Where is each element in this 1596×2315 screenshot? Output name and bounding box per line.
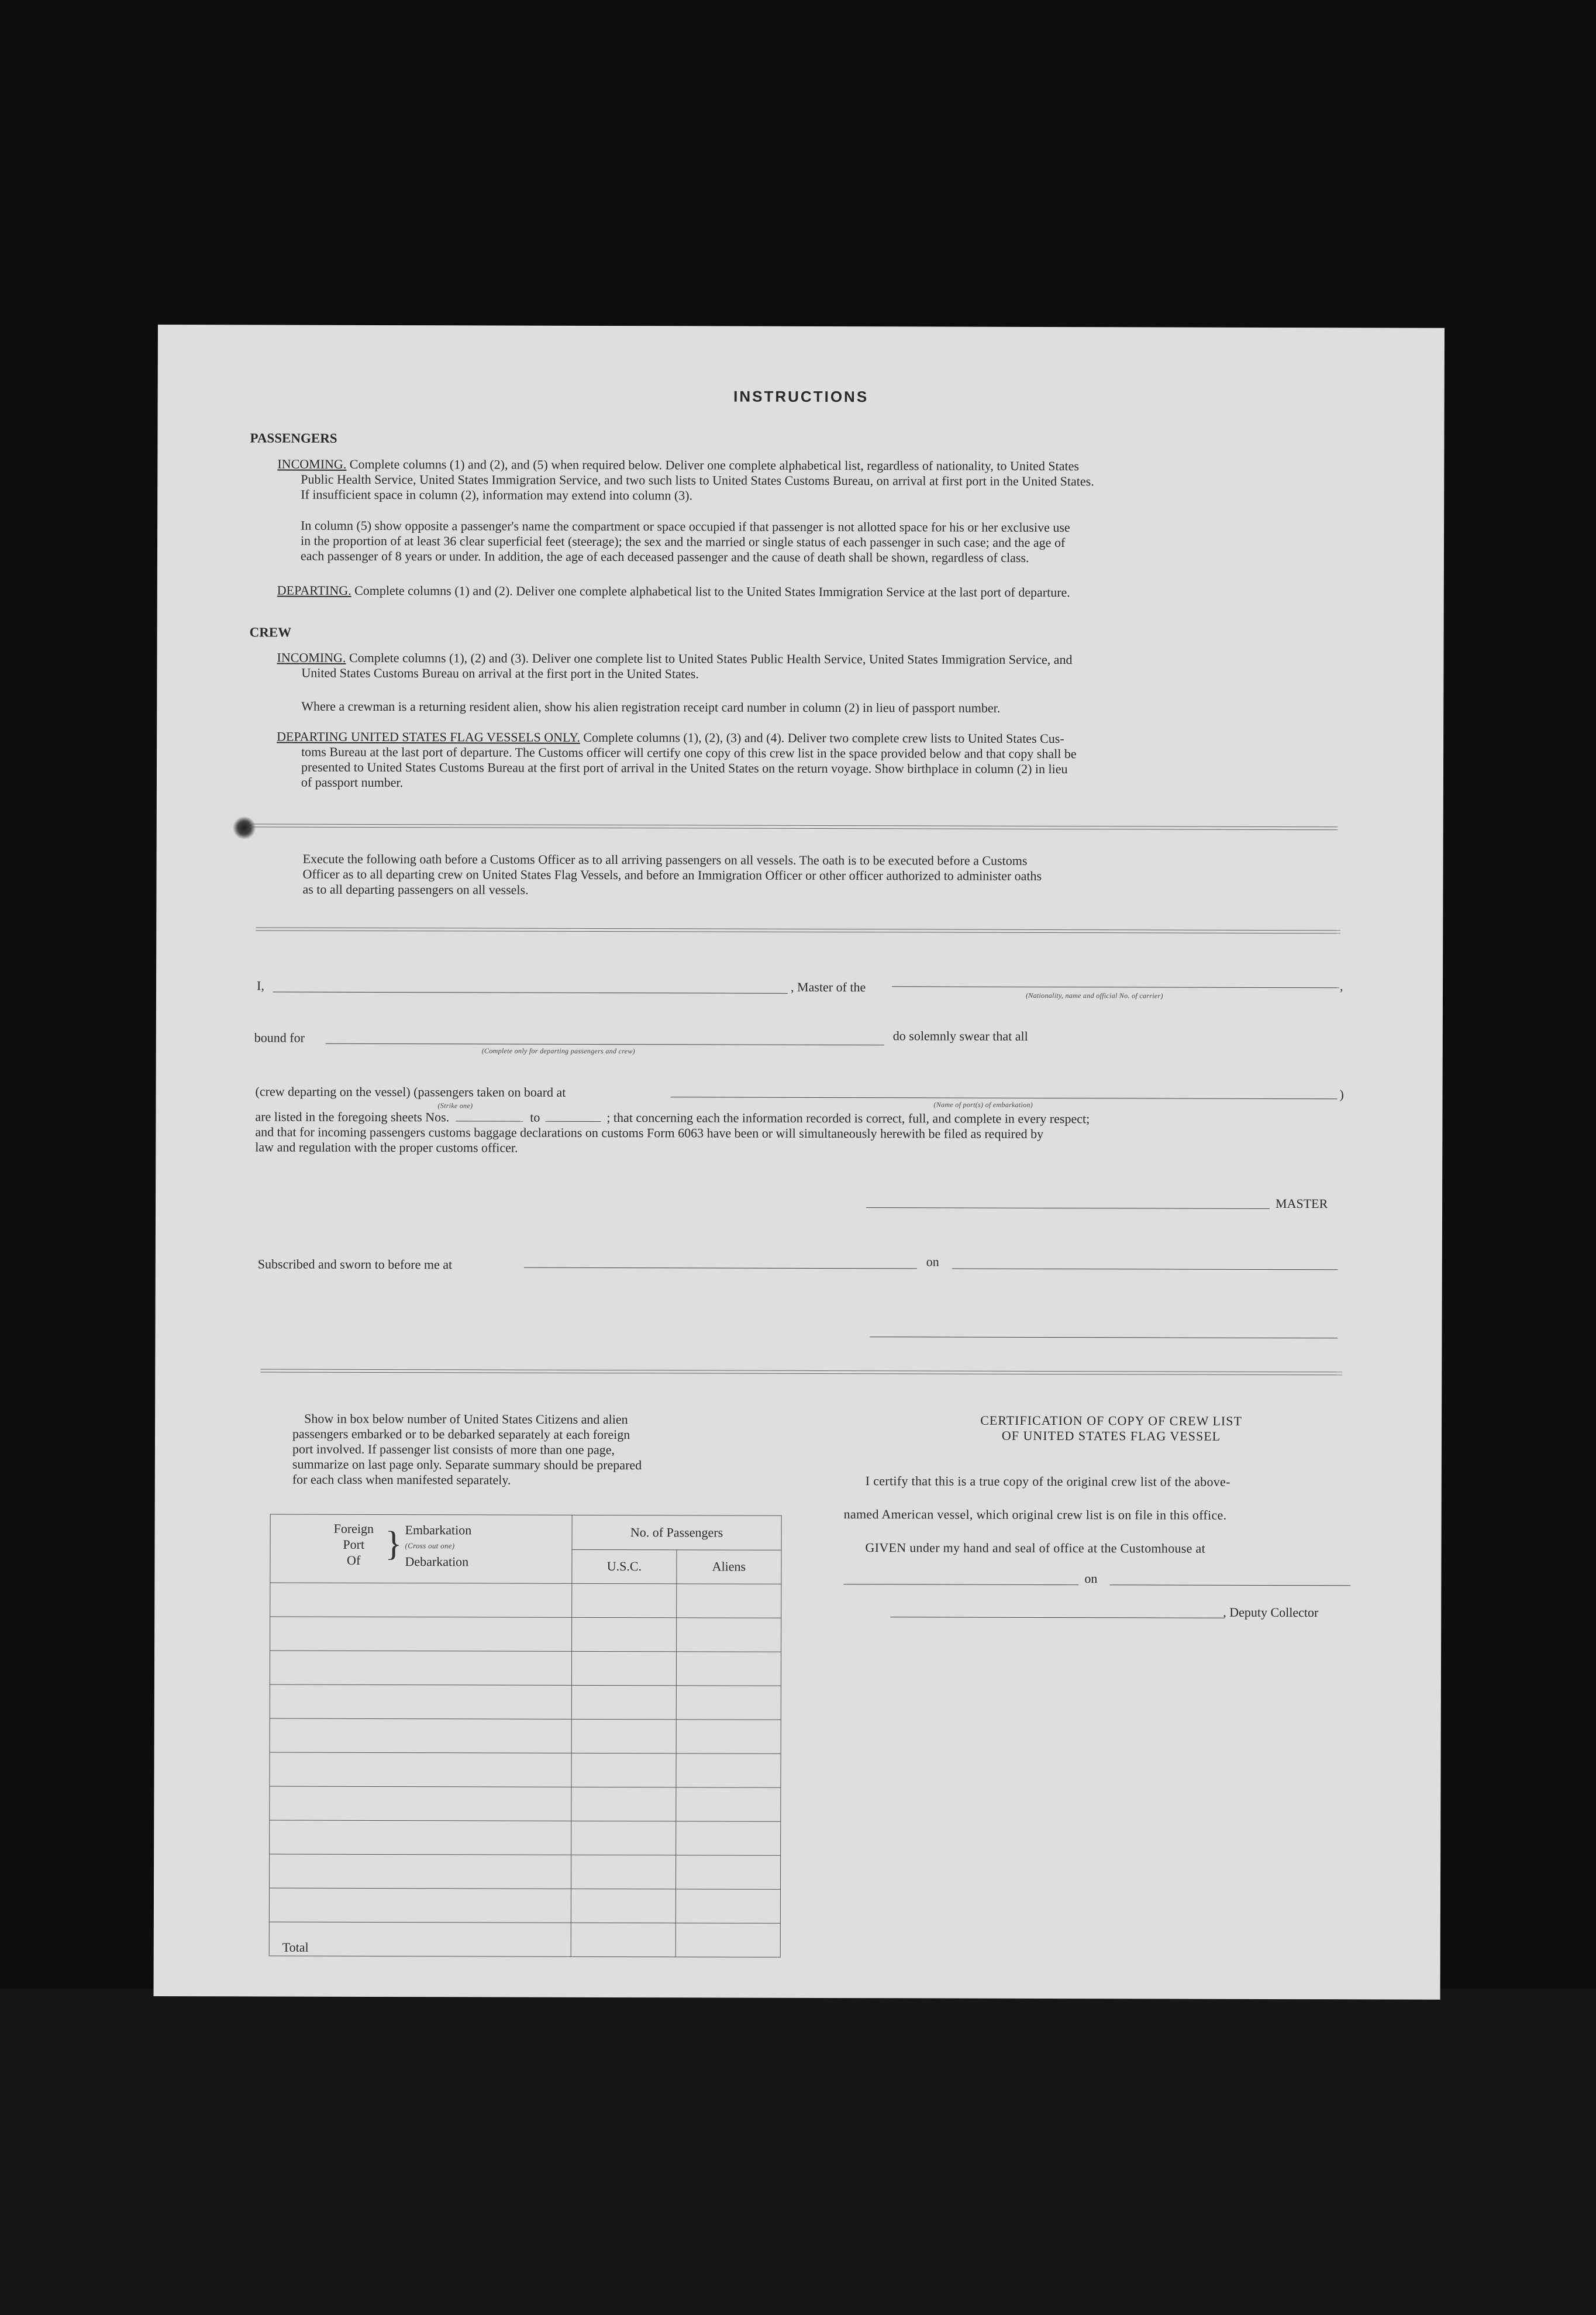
total-row	[269, 1922, 780, 1957]
usc-cell[interactable]	[571, 1855, 675, 1889]
table-row	[270, 1651, 781, 1686]
usc-cell[interactable]	[571, 1787, 676, 1821]
column5-line-2: in the proportion of at least 36 clear superficial feet (steerage); the sex and the married or single status of each passenger in such case; and the age of	[301, 533, 1066, 550]
customhouse-field[interactable]	[843, 1584, 1078, 1585]
aliens-cell[interactable]	[676, 1787, 781, 1821]
oath-instructions	[302, 852, 1042, 899]
aliens-cell[interactable]	[677, 1618, 781, 1652]
aliens-cell[interactable]	[677, 1584, 781, 1618]
port-cell[interactable]	[270, 1718, 571, 1753]
port-cell[interactable]	[270, 1854, 571, 1889]
crew-incoming-line-1: Complete columns (1), (2) and (3). Deliver one complete list to United States Public Health Service, United States Immigration Service, and	[349, 650, 1073, 667]
carrier-comma: ,	[1340, 979, 1343, 994]
swear-text: do solemnly swear that all	[892, 1028, 1028, 1043]
debarkation-label: Debarkation	[405, 1554, 469, 1569]
listed-to: to	[530, 1110, 540, 1125]
port-cell[interactable]	[270, 1583, 572, 1617]
embarkation-label: Embarkation	[405, 1522, 472, 1538]
cert-title-line-1: CERTIFICATION OF COPY OF CREW LIST	[980, 1413, 1242, 1428]
cert-on-label: on	[1084, 1571, 1098, 1586]
crew-departing-line-4: of passport number.	[301, 774, 404, 790]
master-signature-field[interactable]	[866, 1207, 1270, 1209]
aliens-cell[interactable]	[676, 1821, 781, 1855]
subscribed-label: Subscribed and sworn to before me at	[257, 1256, 453, 1272]
divider-3	[260, 1369, 1342, 1375]
crew-departing	[277, 729, 1077, 793]
usc-cell[interactable]	[571, 1685, 676, 1719]
incoming-label: INCOMING.	[277, 456, 347, 471]
instructions-title: INSTRUCTIONS	[733, 387, 869, 406]
port-cell[interactable]	[270, 1752, 571, 1787]
table-row	[270, 1718, 781, 1754]
usc-cell[interactable]	[571, 1753, 676, 1787]
divider-2	[256, 927, 1340, 933]
ink-smudge	[233, 816, 256, 839]
usc-header: U.S.C.	[572, 1549, 677, 1584]
master-name-field[interactable]	[273, 992, 788, 994]
cert-date-field[interactable]	[1109, 1584, 1350, 1586]
port-label: Port	[343, 1537, 365, 1552]
crew-departing-line-2: toms Bureau at the last port of departure. The Customs officer will certify one copy of this crew list in the space provided below and that copy shall be	[301, 744, 1077, 762]
usc-cell[interactable]	[571, 1821, 676, 1855]
port-cell[interactable]	[270, 1786, 571, 1821]
deputy-signature-field[interactable]	[890, 1617, 1223, 1618]
incoming-line-1: Complete columns (1) and (2), and (5) when required below. Deliver one complete alphabetical list, regardless of nationality, to United States	[349, 456, 1079, 474]
summary-line-4: summarize on last page only. Separate summary should be prepared	[292, 1456, 642, 1473]
divider-1	[250, 824, 1338, 830]
aliens-cell[interactable]	[676, 1686, 781, 1720]
port-cell[interactable]	[270, 1617, 572, 1651]
background-bottom	[0, 1989, 1596, 2315]
passengers-heading: PASSENGERS	[250, 430, 337, 446]
table-row	[270, 1854, 781, 1889]
usc-cell[interactable]	[571, 1651, 676, 1685]
oath-line-2: and that for incoming passengers customs baggage declarations on customs Form 6063 have been or will simultaneously herewith be filed as required by	[255, 1124, 1044, 1141]
oath-i-label: I,	[257, 978, 264, 993]
usc-cell[interactable]	[571, 1719, 676, 1753]
officer-signature-field[interactable]	[870, 1336, 1338, 1338]
total-label: Total	[269, 1922, 571, 1956]
of-label: Of	[347, 1552, 361, 1568]
bound-for-field[interactable]	[326, 1043, 884, 1046]
cert-line-3: GIVEN under my hand and seal of office at the Customhouse at	[865, 1540, 1206, 1556]
port-cell[interactable]	[270, 1684, 571, 1719]
crew-incoming-label: INCOMING.	[277, 650, 346, 665]
no-of-passengers-header: No. of Passengers	[572, 1515, 781, 1549]
sheet-to-field[interactable]	[546, 1111, 601, 1122]
ports-close-paren: )	[1339, 1087, 1344, 1102]
departing-label: DEPARTING.	[277, 583, 351, 598]
port-cell[interactable]	[270, 1651, 571, 1685]
table-row	[269, 1888, 780, 1923]
table-row	[270, 1617, 781, 1652]
subscribed-date-field[interactable]	[952, 1269, 1338, 1270]
certification-title	[860, 1413, 1363, 1444]
usc-cell[interactable]	[572, 1583, 677, 1617]
listed-prefix: are listed in the foregoing sheets Nos.	[255, 1109, 450, 1125]
table-row	[270, 1820, 781, 1855]
cert-line-1: I certify that this is a true copy of the original crew list of the above-	[865, 1473, 1230, 1489]
listed-suffix: ; that concerning each the information recorded is correct, full, and complete in every respect;	[606, 1110, 1090, 1127]
passengers-incoming	[277, 457, 1377, 505]
incoming-line-2: Public Health Service, United States Immigration Service, and two such lists to United States Customs Bureau, on arrival at first port in the United States.	[301, 471, 1094, 489]
aliens-header: Aliens	[677, 1549, 781, 1584]
port-cell[interactable]	[269, 1888, 571, 1923]
usc-cell[interactable]	[572, 1617, 677, 1651]
brace: }	[385, 1524, 402, 1563]
deputy-collector-label: , Deputy Collector	[1223, 1604, 1319, 1620]
table-row	[270, 1786, 781, 1821]
oath-instructions-line-1: Execute the following oath before a Customs Officer as to all arriving passengers on all vessels. The oath is to be executed before a Customs	[302, 851, 1028, 868]
cert-title-line-2: OF UNITED STATES FLAG VESSEL	[1001, 1428, 1221, 1444]
summary-line-2: passengers embarked or to be debarked separately at each foreign	[292, 1426, 630, 1442]
summary-instructions	[292, 1411, 754, 1489]
crew-departing-line-3: presented to United States Customs Bureau at the first port of arrival in the United States on the return voyage. Show birthplace in column (2) in lieu	[301, 759, 1068, 777]
passenger-summary-table	[269, 1514, 782, 1958]
column5-line-1: In column (5) show opposite a passenger's name the compartment or space occupied if that passenger is not allotted space for his or her exclusive use	[301, 518, 1070, 535]
usc-cell[interactable]	[571, 1889, 675, 1923]
aliens-cell[interactable]	[675, 1889, 780, 1923]
carrier-field[interactable]	[892, 986, 1339, 988]
crew-heading: CREW	[249, 625, 292, 640]
master-of-the-label: , Master of the	[791, 979, 866, 995]
summary-line-5: for each class when manifested separately.	[292, 1472, 511, 1487]
crew-passengers-text: (crew departing on the vessel) (passengers taken on board at	[255, 1084, 566, 1100]
aliens-cell[interactable]	[676, 1720, 781, 1754]
oath-line-3: law and regulation with the proper customs officer.	[255, 1139, 518, 1155]
carrier-note: (Nationality, name and official No. of carrier)	[1025, 991, 1163, 1000]
form-page	[154, 325, 1445, 2000]
strike-one-note: (Strike one)	[437, 1101, 473, 1110]
bound-for-label: bound for	[254, 1030, 305, 1045]
aliens-cell[interactable]	[675, 1855, 780, 1889]
crew-departing-line-1: Complete columns (1), (2), (3) and (4). Deliver two complete crew lists to United States Cus-	[583, 729, 1064, 746]
table-row	[270, 1684, 781, 1720]
passengers-column5	[301, 518, 1377, 567]
cert-line-2: named American vessel, which original crew list is on file in this office.	[843, 1507, 1227, 1522]
summary-line-1: Show in box below number of United States Citizens and alien	[304, 1411, 628, 1427]
oath-instructions-line-3: as to all departing passengers on all vessels.	[302, 881, 529, 897]
aliens-cell[interactable]	[676, 1652, 781, 1686]
subscribed-place-field[interactable]	[524, 1267, 917, 1269]
master-label: MASTER	[1276, 1196, 1328, 1211]
cross-out-note: (Cross out one)	[405, 1541, 455, 1551]
port-cell[interactable]	[270, 1820, 571, 1855]
ports-field[interactable]	[671, 1097, 1338, 1099]
resident-alien-text: Where a crewman is a returning resident alien, show his alien registration receipt card number in column (2) in lieu of passport number.	[301, 698, 1001, 715]
crew-departing-label: DEPARTING UNITED STATES FLAG VESSELS ONLY.	[277, 729, 580, 745]
aliens-cell[interactable]	[676, 1754, 781, 1787]
total-aliens-cell[interactable]	[675, 1923, 780, 1957]
departing-text: Complete columns (1) and (2). Deliver one complete alphabetical list to the United States Immigration Service at the last port of departure.	[354, 583, 1070, 600]
passengers-departing	[277, 583, 1070, 601]
oath-instructions-line-2: Officer as to all departing crew on United States Flag Vessels, and before an Immigration Officer or other officer authorized to administer oaths	[302, 866, 1042, 883]
crew-incoming	[277, 650, 1072, 683]
bound-for-note: (Complete only for departing passengers and crew)	[481, 1046, 636, 1056]
sheet-from-field[interactable]	[456, 1110, 523, 1121]
ports-note: (Name of port(s) of embarkation)	[933, 1100, 1033, 1109]
subscribed-on-label: on	[926, 1254, 939, 1269]
table-row	[270, 1752, 781, 1787]
summary-line-3: port involved. If passenger list consists of more than one page,	[292, 1441, 615, 1458]
crew-incoming-line-2: United States Customs Bureau on arrival at the first port in the United States.	[301, 665, 699, 681]
foreign-port-header	[270, 1514, 572, 1583]
incoming-line-3: If insufficient space in column (2), information may extend into column (3).	[301, 487, 693, 503]
foreign-label: Foreign	[333, 1521, 374, 1536]
total-usc-cell[interactable]	[571, 1923, 675, 1956]
table-row	[270, 1583, 781, 1618]
column5-line-3: each passenger of 8 years or under. In addition, the age of each deceased passenger and the cause of death shall be shown, regardless of class.	[300, 548, 1029, 565]
